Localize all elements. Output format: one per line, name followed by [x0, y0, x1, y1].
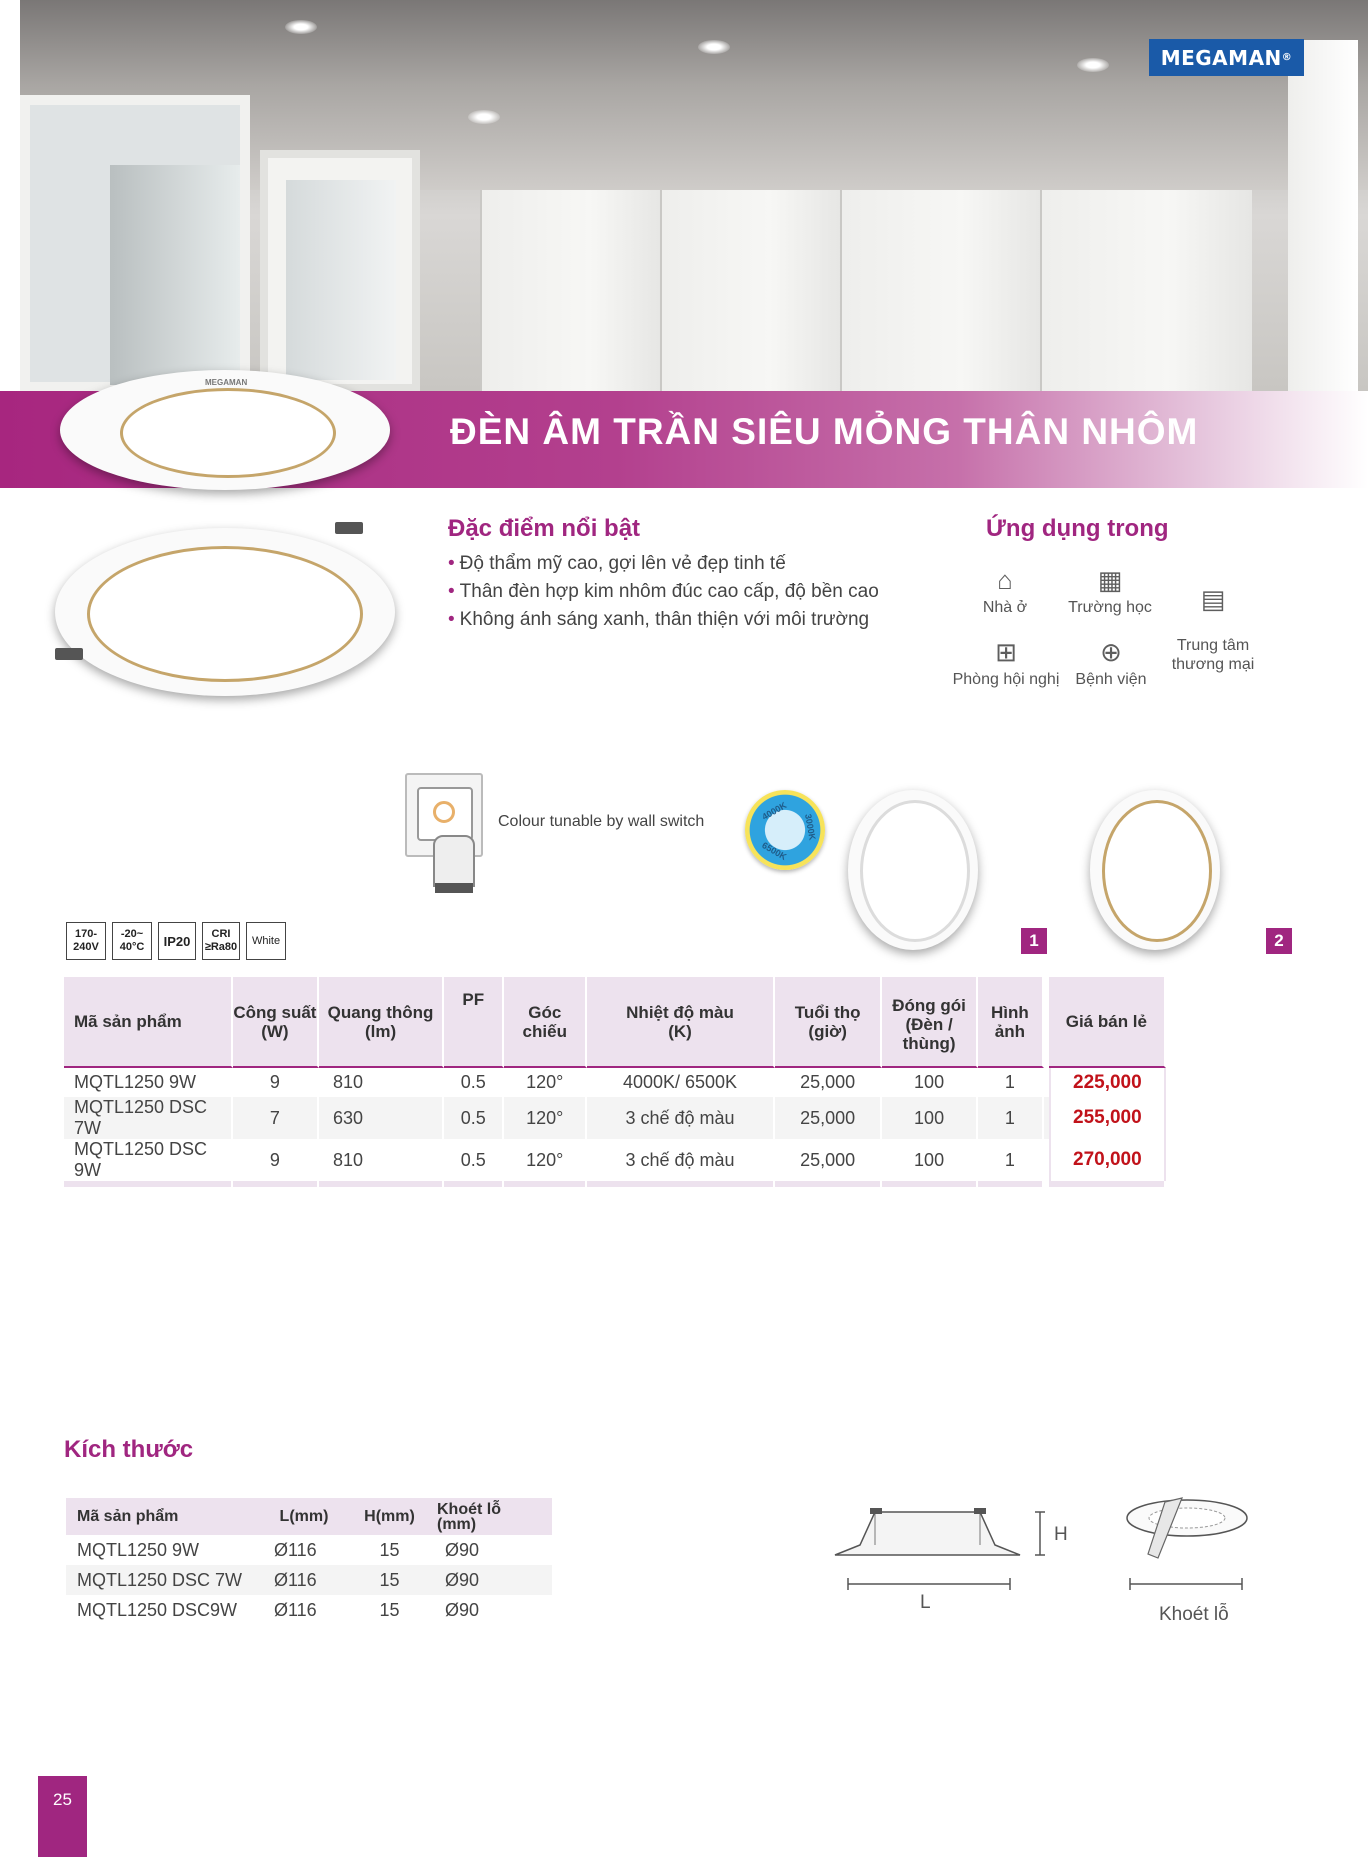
house-icon: ⌂	[997, 565, 1013, 595]
color-temperature-icon: 4000K 3000K 6500K	[745, 790, 825, 870]
column-header: Hình ảnh	[978, 977, 1044, 1068]
column-header: H(mm)	[348, 1498, 431, 1535]
price-cell: 270,000	[1049, 1139, 1166, 1181]
ip-rating-icon: IP20	[158, 922, 196, 960]
table-cell: MQTL1250 DSC 7W	[64, 1097, 233, 1139]
column-header: Góc chiếu	[504, 977, 587, 1068]
table-cell: MQTL1250 DSC 9W	[64, 1139, 233, 1181]
column-header: Giá bán lẻ	[1049, 977, 1166, 1068]
ceiling-light	[468, 110, 500, 124]
hero-door	[260, 150, 420, 392]
wall-switch-icon	[405, 773, 483, 885]
table-cell: 9	[233, 1068, 319, 1097]
application-label: Trường học	[1068, 599, 1152, 616]
table-cell: 25,000	[775, 1068, 882, 1097]
table-cell: 1	[978, 1068, 1044, 1097]
table-footer-band	[64, 1181, 1166, 1187]
features-list	[448, 553, 879, 637]
application-label: Trung tâm thương mại	[1171, 637, 1255, 673]
table-row	[64, 1097, 1166, 1139]
feature-item: • Độ thẩm mỹ cao, gợi lên vẻ đẹp tinh tế	[448, 553, 879, 581]
application-item	[948, 638, 1064, 689]
table-cell: Ø116	[274, 1539, 317, 1560]
column-header: Quang thông (lm)	[319, 977, 444, 1068]
megaman-logo: MEGAMAN ®	[1149, 39, 1304, 76]
column-header: L(mm)	[260, 1498, 348, 1535]
conference-icon: ⊞	[995, 637, 1017, 667]
ceiling-light	[285, 20, 317, 34]
table-cell: 15	[348, 1565, 431, 1595]
table-cell: Ø116	[260, 1565, 348, 1595]
table-cell: Ø90	[445, 1539, 480, 1560]
image-number-badge: 2	[1266, 928, 1292, 954]
price-cell: 225,000	[1049, 1068, 1166, 1097]
temperature-icon: -20~ 40°C	[112, 922, 152, 960]
column-header: Mã sản phẩm	[64, 977, 233, 1068]
feature-item: • Thân đèn hợp kim nhôm đúc cao cấp, độ bền cao	[448, 581, 879, 609]
product-table	[64, 977, 1166, 1187]
application-item	[1060, 566, 1160, 617]
ceiling-light	[1077, 58, 1109, 72]
table-cell: 25,000	[775, 1139, 882, 1181]
dimensions-table	[66, 1498, 552, 1625]
application-label: Bệnh viện	[1075, 671, 1147, 688]
application-label: Phòng hội nghị	[952, 671, 1060, 688]
cutout-label: Khoét lỗ	[1159, 1604, 1229, 1625]
table-row	[64, 1139, 1166, 1181]
table-cell: 7	[233, 1097, 319, 1139]
height-label: H	[1054, 1524, 1068, 1545]
table-cell: 25,000	[775, 1097, 882, 1139]
product-lamp-image	[60, 370, 390, 490]
lamp-logo-text: MEGAMAN	[205, 378, 248, 387]
table-cell: 630	[319, 1097, 444, 1139]
dimensions-title: Kích thước	[64, 1436, 194, 1463]
product-lamp-image	[55, 528, 395, 696]
table-cell: 100	[882, 1139, 977, 1181]
hero-cabinet	[1040, 190, 1252, 392]
color-white-icon: White	[246, 922, 286, 960]
table-cell: 120°	[504, 1139, 587, 1181]
table-cell: MQTL1250 9W	[64, 1068, 233, 1097]
table-cell: 1	[978, 1139, 1044, 1181]
table-cell: Ø90	[445, 1599, 480, 1620]
ceiling-light	[698, 40, 730, 54]
lamp-profile-diagram	[830, 1500, 1060, 1600]
table-cell: 810	[319, 1068, 444, 1097]
table-cell: 15	[379, 1599, 400, 1620]
hero-cabinet	[480, 190, 662, 392]
table-row	[66, 1595, 552, 1625]
length-label: L	[920, 1592, 931, 1613]
table-cell: 3 chế độ màu	[587, 1097, 775, 1139]
table-cell: 0.5	[444, 1068, 504, 1097]
cutout-diagram	[1120, 1492, 1255, 1592]
table-cell: 9	[233, 1139, 319, 1181]
column-header: Mã sản phẩm	[66, 1498, 260, 1535]
table-cell: 0.5	[444, 1097, 504, 1139]
price-cell: 255,000	[1049, 1097, 1166, 1139]
application-item	[970, 566, 1040, 617]
table-cell: 15	[379, 1539, 400, 1560]
table-cell: 1	[978, 1097, 1044, 1139]
hospital-icon: ⊕	[1100, 637, 1122, 667]
table-cell: 100	[882, 1097, 977, 1139]
table-cell: Ø90	[431, 1565, 552, 1595]
table-cell: 4000K/ 6500K	[587, 1068, 775, 1097]
voltage-icon: 170- 240V	[66, 922, 106, 960]
hero-column	[1288, 40, 1358, 392]
variant-image-2	[1090, 790, 1220, 950]
feature-item: • Không ánh sáng xanh, thân thiện với môi trường	[448, 609, 879, 637]
column-header: Khoét lỗ (mm)	[431, 1498, 552, 1535]
table-cell: MQTL1250 9W	[77, 1539, 200, 1560]
table-cell: 120°	[504, 1097, 587, 1139]
spec-icons	[66, 922, 286, 960]
cri-icon: CRI ≥Ra80	[202, 922, 240, 960]
image-number-badge: 1	[1021, 928, 1047, 954]
column-header: Công suất (W)	[233, 977, 319, 1068]
hero-cabinet	[840, 190, 1042, 392]
table-cell: Ø116	[274, 1599, 317, 1620]
table-cell: 0.5	[444, 1139, 504, 1181]
table-cell: MQTL1250 DSC9W	[77, 1599, 238, 1620]
table-row	[64, 1068, 1166, 1097]
features-title: Đặc điểm nổi bật	[448, 515, 641, 542]
mall-icon: ▤	[1200, 584, 1226, 614]
hero-cabinet	[660, 190, 842, 392]
page-number: 25	[38, 1776, 87, 1857]
applications-title: Ứng dụng trong	[986, 515, 1169, 542]
table-cell: 100	[882, 1068, 977, 1097]
application-label: Nhà ở	[982, 599, 1028, 616]
application-item	[1066, 638, 1156, 689]
school-icon: ▦	[1097, 565, 1123, 595]
table-cell: 810	[319, 1139, 444, 1181]
column-header: Đóng gói (Đèn / thùng)	[882, 977, 977, 1068]
table-cell: 120°	[504, 1068, 587, 1097]
column-header: PF	[444, 977, 504, 1068]
column-header: Tuổi thọ (giờ)	[775, 977, 882, 1068]
hero-window	[20, 95, 250, 392]
table-cell: MQTL1250 DSC 7W	[66, 1565, 260, 1595]
table-row	[66, 1565, 552, 1595]
application-item	[1166, 566, 1260, 674]
column-header: Nhiệt độ màu (K)	[587, 977, 775, 1068]
wall-switch-caption: Colour tunable by wall switch	[498, 813, 705, 830]
variant-image-1	[848, 790, 978, 950]
table-cell: 3 chế độ màu	[587, 1139, 775, 1181]
product-title: ĐÈN ÂM TRẦN SIÊU MỎNG THÂN NHÔM	[450, 411, 1199, 452]
table-row	[66, 1535, 552, 1565]
